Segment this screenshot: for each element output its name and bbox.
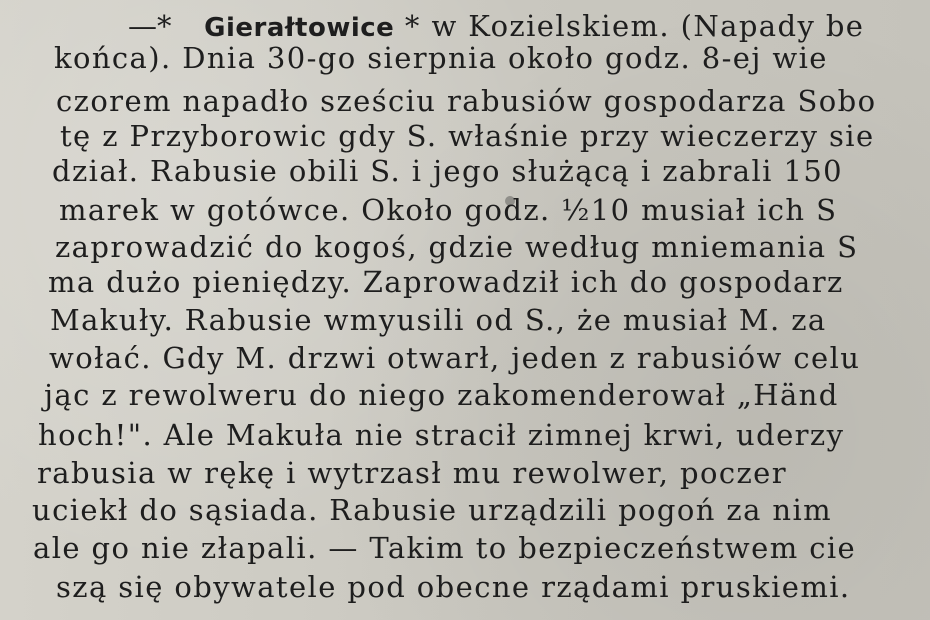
text-line: ma dużo pieniędzy. Zaprowadził ich do gospodarz [48,265,844,299]
text-line: uciekł do sąsiada. Rabusie urządzili pogoń za nim [32,493,833,527]
intro-dash: —* [128,9,172,43]
ink-smudge [505,196,515,206]
intro-rest: * w Kozielskiem. (Napady be [404,9,865,43]
text-line: rabusia w rękę i wytrzasł mu rewolwer, poczer [37,456,788,490]
text-line: dział. Rabusie obili S. i jego służącą i zabrali 150 [52,154,844,188]
text-line: hoch!". Ale Makuła nie stracił zimnej krwi, uderzy [38,418,845,452]
text-line: jąc z rewolweru do niego zakomenderował „Händ [44,378,839,412]
headline-line [128,9,865,43]
text-line: marek w gotówce. Około godz. ½10 musiał ich S [59,193,838,227]
text-line: szą się obywatele pod obecne rządami pruskiemi. [56,570,851,604]
text-line: końca). Dnia 30-go sierpnia około godz. 8-ej wie [54,41,828,75]
text-line: czorem napadło sześciu rabusiów gospodarza Sobo [56,84,877,118]
text-line: ale go nie złapali. — Takim to bezpieczeństwem cie [33,531,857,565]
place-name: Gierałtowice [204,13,395,43]
text-line: Makuły. Rabusie wmyusili od S., że musiał M. za [50,303,827,337]
text-line: tę z Przyborowic gdy S. właśnie przy wieczerzy sie [60,119,875,153]
text-line: wołać. Gdy M. drzwi otwarł, jeden z rabusiów celu [49,341,861,375]
text-line: zaprowadzić do kogoś, gdzie według mniemania S [55,230,859,264]
